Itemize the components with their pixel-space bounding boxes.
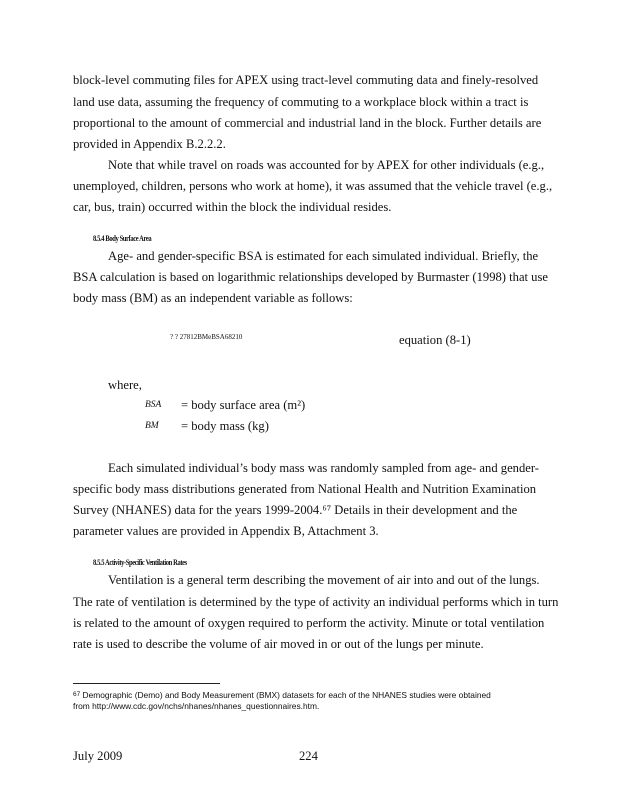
footnote-text: Demographic (Demo) and Body Measurement (BMX) datasets for each of the NHANES studies were obtained bbox=[80, 690, 491, 700]
body-line: block-level commuting files for APEX using tract-level commuting data and finely-resolved bbox=[73, 73, 539, 87]
page-number: 224 bbox=[299, 749, 318, 763]
body-line: Note that while travel on roads was accounted for by APEX for other individuals (e.g., bbox=[108, 158, 545, 172]
footnote-continued: from http://www.cdc.gov/nchs/nhanes/nhanes_questionnaires.htm. bbox=[73, 701, 320, 711]
body-line: BSA calculation is based on logarithmic relationships developed by Burmaster (1998) that use bbox=[73, 270, 548, 284]
equation-label: equation (8-1) bbox=[399, 333, 471, 347]
body-line: unemployed, children, persons who work at home), it was assumed that the vehicle travel (e.g., bbox=[73, 179, 553, 193]
body-line: Survey (NHANES) data for the years 1999-2004.⁶⁷ Details in their development and the bbox=[73, 503, 518, 517]
section-heading: 8.5.4 Body Surface Area bbox=[93, 234, 152, 243]
body-line: Ventilation is a general term describing the movement of air into and out of the lungs. bbox=[108, 573, 540, 587]
footer-date: July 2009 bbox=[73, 749, 123, 763]
variable-definition: = body surface area (m²) bbox=[181, 398, 306, 412]
body-line: The rate of ventilation is determined by the type of activity an individual performs which in turn bbox=[73, 595, 559, 609]
body-line: Each simulated individual’s body mass was randomly sampled from age- and gender- bbox=[108, 461, 539, 475]
body-line: Age- and gender-specific BSA is estimated for each simulated individual. Briefly, the bbox=[108, 249, 539, 263]
body-line: car, bus, train) occurred within the block the individual resides. bbox=[73, 200, 392, 214]
where-label: where, bbox=[108, 378, 142, 392]
body-line: is related to the amount of oxygen required to perform the activity. Minute or total ventilation bbox=[73, 616, 545, 630]
footnote-mark: 67 bbox=[73, 691, 81, 698]
section-heading: 8.5.5 Activity-Specific Ventilation Rates bbox=[93, 558, 187, 567]
variable-name: BM bbox=[145, 421, 159, 431]
footnote bbox=[73, 689, 491, 701]
variable-definition: = body mass (kg) bbox=[181, 419, 269, 433]
equation: ? ? 27812BMeBSA68210 bbox=[170, 333, 243, 341]
body-line: provided in Appendix B.2.2.2. bbox=[73, 137, 226, 151]
body-line: land use data, assuming the frequency of commuting to a workplace block within a tract is bbox=[73, 95, 529, 109]
body-line: body mass (BM) as an independent variable as follows: bbox=[73, 291, 353, 305]
body-line: parameter values are provided in Appendix B, Attachment 3. bbox=[73, 524, 379, 538]
body-line: rate is used to describe the volume of air moved in or out of the lungs per minute. bbox=[73, 637, 484, 651]
body-line: specific body mass distributions generated from National Health and Nutrition Examination bbox=[73, 482, 537, 496]
body-line: proportional to the amount of commercial and industrial land in the block. Further details are bbox=[73, 116, 542, 130]
footnote-divider bbox=[73, 683, 220, 684]
variable-name: BSA bbox=[145, 400, 162, 410]
